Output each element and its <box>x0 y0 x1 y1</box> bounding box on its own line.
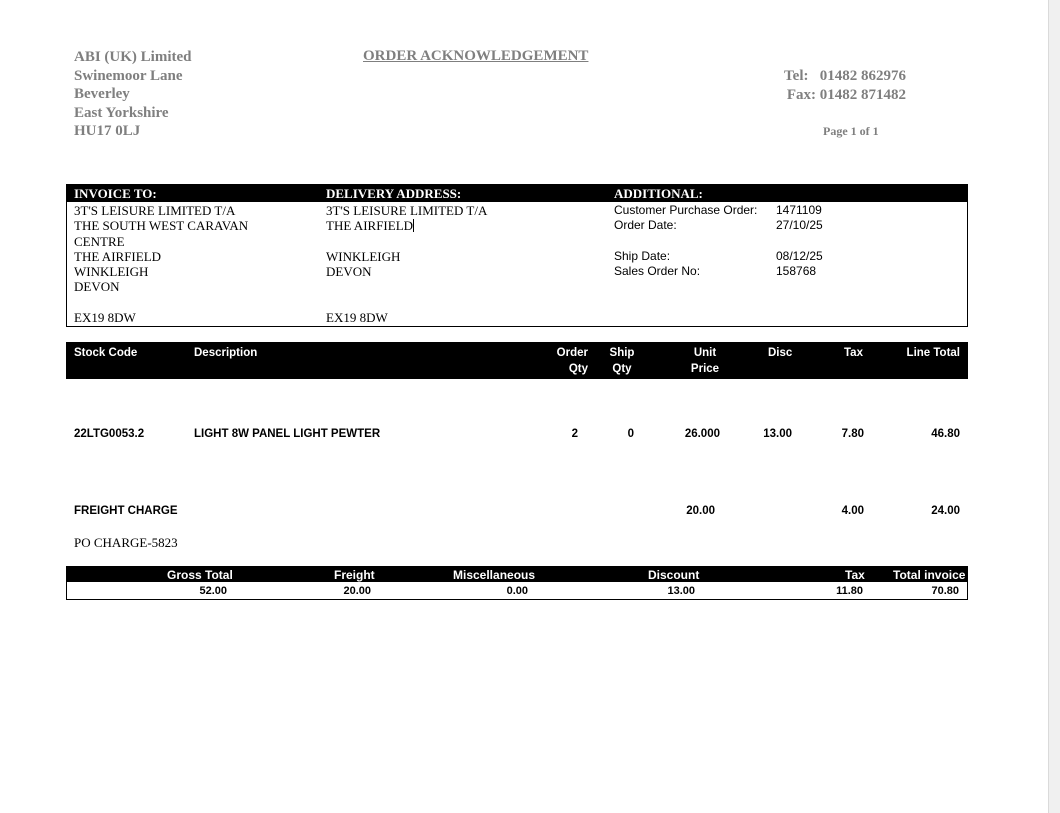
invoice-to-line: DEVON <box>74 279 120 295</box>
invoice-to-line <box>74 295 248 310</box>
freight-tax: 4.00 <box>841 505 864 517</box>
customer-po-value: 1471109 <box>776 203 822 217</box>
telephone-number: Tel: 01482 862976 <box>784 68 906 84</box>
vertical-scrollbar[interactable] <box>1048 0 1060 813</box>
header-stock-code: Stock Code <box>74 347 138 359</box>
row-line-total: 46.80 <box>931 428 960 440</box>
totals-miscellaneous-header: Miscellaneous <box>453 568 536 582</box>
totals-tax-value: 11.80 <box>836 585 863 597</box>
company-name: ABI (UK) Limited <box>74 49 192 65</box>
invoice-to-line: CENTRE <box>74 233 125 249</box>
row-ship-qty: 0 <box>627 428 634 440</box>
header-disc: Disc <box>768 347 793 359</box>
delivery-address-line: WINKLEIGH <box>326 248 401 264</box>
ship-date-label: Ship Date: <box>614 249 671 263</box>
document-title: ORDER ACKNOWLEDGEMENT <box>363 48 589 64</box>
ship-date-value: 08/12/25 <box>776 249 823 263</box>
header-unit-price-line2: Price <box>690 363 720 375</box>
fax-number: Fax: 01482 871482 <box>786 86 906 103</box>
delivery-address-line: 3T'S LEISURE LIMITED T/A <box>326 203 488 218</box>
row-disc: 13.00 <box>763 428 792 440</box>
totals-freight-header: Freight <box>334 568 375 582</box>
totals-tax-header: Tax <box>845 568 865 582</box>
invoice-to-heading: INVOICE TO: <box>74 186 157 201</box>
company-address <box>74 48 192 141</box>
totals-total-invoice-value: 70.80 <box>931 585 959 597</box>
delivery-address-line <box>326 234 487 249</box>
header-unit-price-line1: Unit <box>693 347 717 359</box>
header-tax: Tax <box>844 347 863 359</box>
header-ship-qty <box>604 345 640 377</box>
header-order-qty-line1: Order <box>556 347 588 359</box>
customer-po-label: Customer Purchase Order: <box>614 203 758 217</box>
delivery-address-line-editable[interactable] <box>326 218 487 233</box>
row-order-qty: 2 <box>571 428 578 440</box>
invoice-to-postcode: EX19 8DW <box>74 310 136 326</box>
delivery-address <box>326 203 487 325</box>
company-postcode: HU17 0LJ <box>74 123 141 139</box>
header-ship-qty-line2: Qty <box>612 363 632 375</box>
order-date-label: Order Date: <box>614 218 677 232</box>
invoice-to-address <box>74 203 248 325</box>
delivery-postcode: EX19 8DW <box>326 310 388 326</box>
totals-freight-value: 20.00 <box>343 585 371 597</box>
header-unit-price <box>680 345 730 377</box>
invoice-to-line: WINKLEIGH <box>74 264 149 280</box>
sales-order-label: Sales Order No: <box>614 264 701 278</box>
row-unit-price: 26.000 <box>684 428 720 440</box>
delivery-address-line <box>326 295 487 310</box>
header-description: Description <box>194 347 258 359</box>
text-cursor <box>413 219 414 232</box>
freight-unit-price: 20.00 <box>686 505 715 517</box>
invoice-to-line: THE AIRFIELD <box>74 248 162 264</box>
company-address-line: Swinemoor Lane <box>74 67 183 84</box>
header-ship-qty-line1: Ship <box>609 347 635 359</box>
address-header-bar <box>66 185 968 202</box>
page-number: Page 1 of 1 <box>823 124 879 138</box>
po-charge: PO CHARGE-5823 <box>74 535 178 550</box>
freight-label: FREIGHT CHARGE <box>74 505 178 517</box>
header-order-qty <box>548 345 588 377</box>
sales-order-value: 158768 <box>776 264 817 278</box>
totals-gross-total-value: 52.00 <box>199 585 227 597</box>
delivery-address-line: THE AIRFIELD <box>326 218 414 234</box>
order-date-value: 27/10/25 <box>776 218 823 232</box>
totals-discount-value: 13.00 <box>667 585 695 597</box>
delivery-address-line <box>326 279 487 294</box>
row-stock-code: 22LTG0053.2 <box>74 428 145 440</box>
totals-discount-header: Discount <box>648 568 700 582</box>
contact-numbers <box>760 67 906 104</box>
delivery-address-line: DEVON <box>326 264 372 280</box>
additional-heading: ADDITIONAL: <box>614 186 703 201</box>
invoice-to-line: 3T'S LEISURE LIMITED T/A <box>74 203 236 218</box>
row-tax: 7.80 <box>841 428 864 440</box>
header-line-total: Line Total <box>906 347 960 359</box>
header-order-qty-line2: Qty <box>568 363 588 375</box>
company-address-line: Beverley <box>74 86 130 102</box>
company-address-line: East Yorkshire <box>74 104 169 121</box>
totals-total-invoice-header: Total invoice <box>893 568 966 582</box>
totals-gross-total-header: Gross Total <box>167 568 233 582</box>
delivery-address-heading: DELIVERY ADDRESS: <box>326 186 462 201</box>
invoice-to-line: THE SOUTH WEST CARAVAN <box>74 218 249 234</box>
totals-miscellaneous-value: 0.00 <box>506 585 528 597</box>
row-description: LIGHT 8W PANEL LIGHT PEWTER <box>194 428 381 440</box>
freight-line-total: 24.00 <box>931 505 960 517</box>
